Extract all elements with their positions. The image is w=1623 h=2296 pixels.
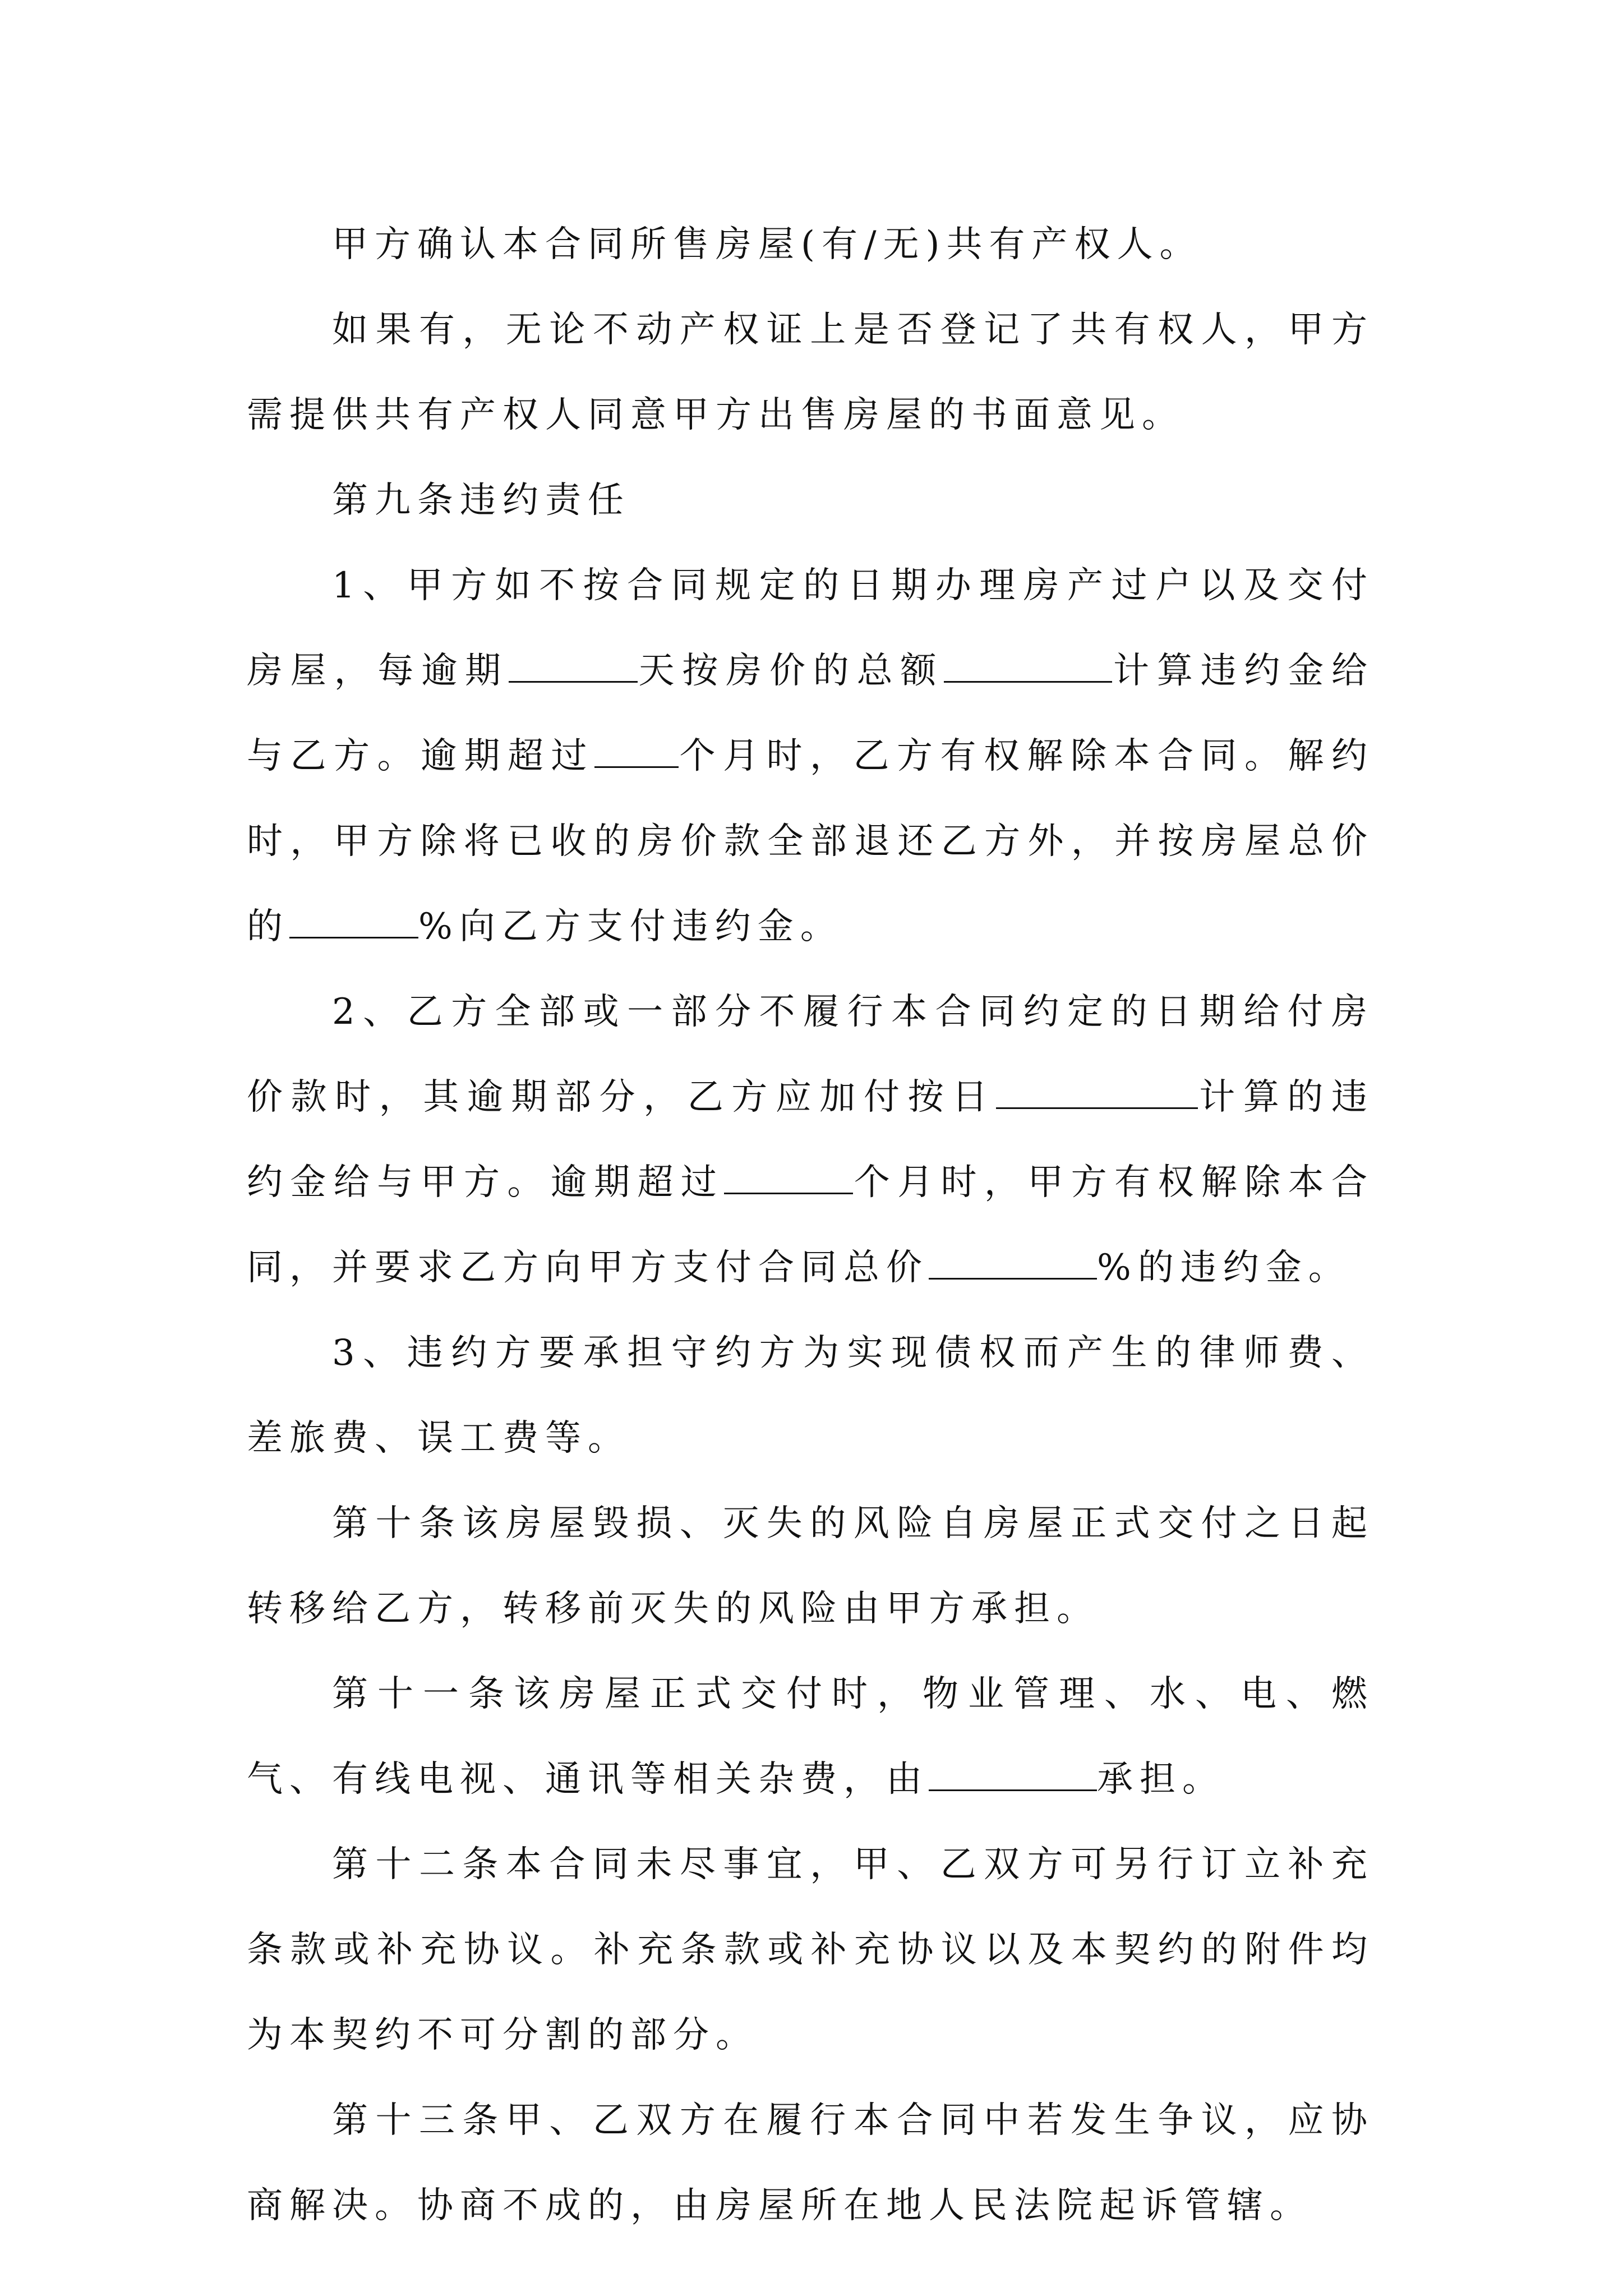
paragraph-article-10: 第十条该房屋毁损、灭失的风险自房屋正式交付之日起转移给乙方，转移前灭失的风险由甲方承担。 — [247, 1503, 1374, 1630]
blank-responsible-party-field — [929, 1755, 1097, 1791]
paragraph-article-12: 第十二条本合同未尽事宜，甲、乙双方可另行订立补充条款或补充协议。补充条款或补充协议以及本契约的附件均为本契约不可分割的部分。 — [247, 1844, 1374, 2056]
paragraph-article-11 — [247, 1651, 1374, 1822]
text-segment: %的违约金。 — [1097, 1247, 1351, 1289]
text-segment: 天按房价的总额 — [637, 650, 944, 692]
text-segment: 承担。 — [1097, 1759, 1225, 1800]
text-segment: 计算违约金给与乙方。逾期超过 — [247, 650, 1375, 777]
blank-months-field — [724, 1158, 853, 1194]
text-segment: 计算的违约金给与甲方。逾期超过 — [247, 1076, 1375, 1203]
text-segment: 1、甲方如不按合同规定的日期办理房产过户以及交付房屋，每逾期 — [247, 565, 1374, 692]
paragraph-co-owner-confirmation: 甲方确认本合同所售房屋(有/无)共有产权人。 — [332, 224, 1202, 265]
text-segment: 个月时，乙方有权解除本合同。解约时，甲方除将已收的房价款全部退还乙方外，并按房屋总价的 — [247, 735, 1374, 947]
blank-days-field — [509, 646, 638, 683]
heading-article-9: 第九条违约责任 — [332, 480, 630, 521]
blank-rate-field — [944, 646, 1112, 683]
text-segment: 第十一条该房屋正式交付时，物业管理、水、电、燃气、有线电视、通讯等相关杂费，由 — [247, 1673, 1374, 1800]
paragraph-party-a-breach — [247, 543, 1374, 969]
text-segment: 2、乙方全部或一部分不履行本合同约定的日期给付房价款时，其逾期部分，乙方应加付按日 — [247, 991, 1374, 1118]
paragraph-co-owner-consent: 如果有，无论不动产权证上是否登记了共有权人，甲方需提供共有产权人同意甲方出售房屋的书面意见。 — [247, 309, 1374, 436]
text-segment: 个月时，甲方有权解除本合同，并要求乙方向甲方支付合同总价 — [247, 1162, 1375, 1289]
blank-months-field — [594, 731, 679, 768]
blank-percent-field — [929, 1243, 1097, 1280]
document-body — [247, 202, 1374, 2248]
blank-daily-rate-field — [996, 1073, 1198, 1109]
paragraph-article-13: 第十三条甲、乙双方在履行本合同中若发生争议，应协商解决。协商不成的，由房屋所在地人民法院起诉管辖。 — [247, 2100, 1374, 2226]
text-segment: %向乙方支付违约金。 — [418, 906, 843, 947]
blank-percent-field — [289, 902, 418, 938]
paragraph-breach-costs: 3、违约方要承担守约方为实现债权而产生的律师费、差旅费、误工费等。 — [247, 1332, 1374, 1459]
paragraph-party-b-breach — [247, 969, 1374, 1310]
